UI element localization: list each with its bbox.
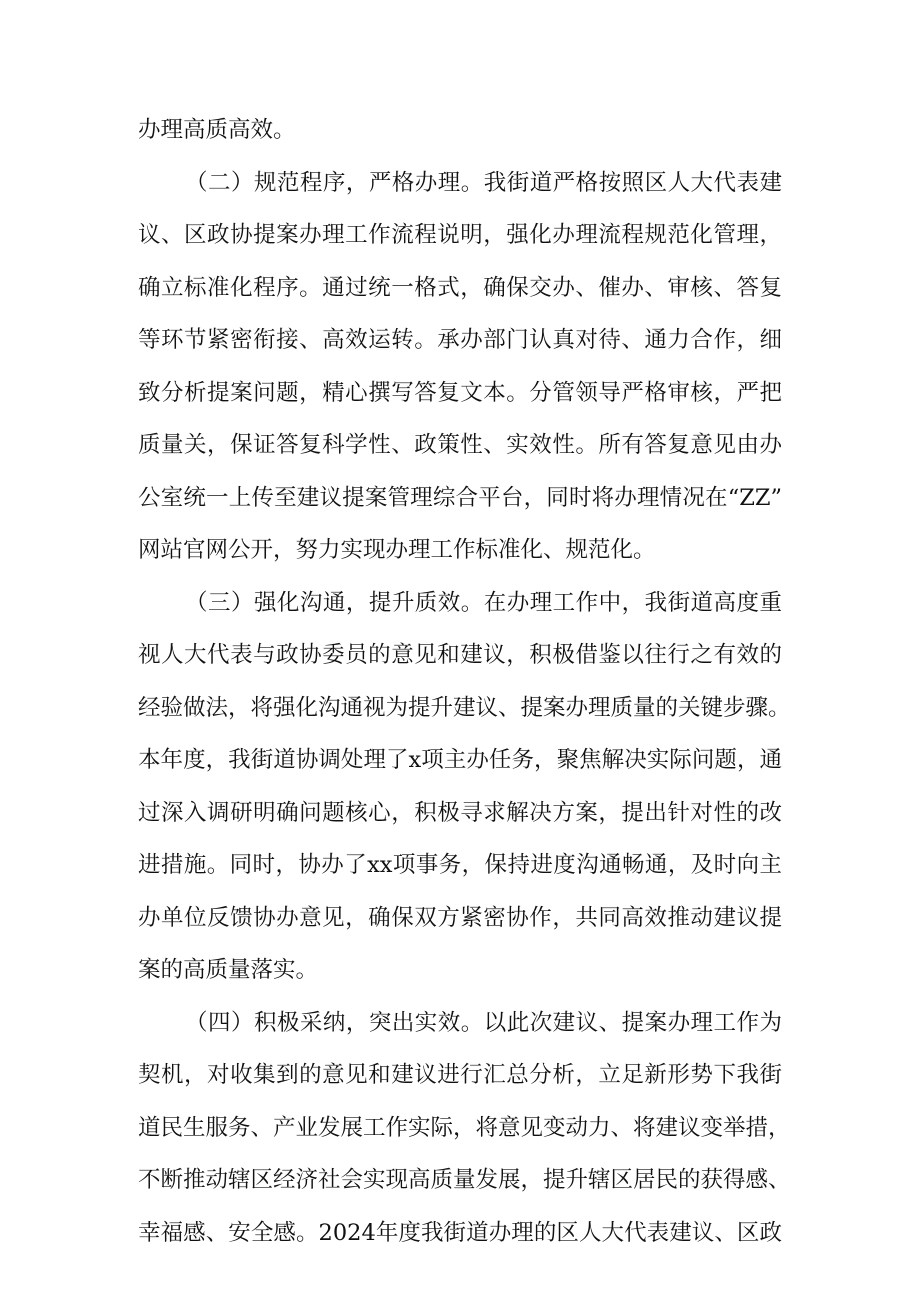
- text-line: 等环节紧密衔接、高效运转。承办部门认真对待、通力合作，细: [138, 327, 782, 353]
- text-line: 进措施。同时，协办了xx项事务，保持进度沟通畅通，及时向主: [138, 852, 782, 878]
- text-line: 过深入调研明确问题核心，积极寻求解决方案，提出针对性的改: [138, 799, 782, 826]
- text-line: 经验做法，将强化沟通视为提升建议、提案办理质量的关键步骤。: [138, 694, 791, 721]
- text-line: 致分析提案问题，精心撰写答复文本。分管领导严格审核，严把: [138, 379, 782, 406]
- text-line: 办单位反馈协办意见，确保双方紧密协作，共同高效推动建议提: [138, 904, 782, 931]
- text-line: 本年度，我街道协调处理了x项主办任务，聚焦解决实际问题，通: [138, 747, 782, 773]
- text-line: 案的高质量落实。: [138, 957, 319, 983]
- text-line: 确立标准化程序。通过统一格式，确保交办、催办、审核、答复: [138, 274, 782, 301]
- text-line: 办理高质高效。: [138, 117, 296, 143]
- text-line: 公室统一上传至建议提案管理综合平台，同时将办理情况在“ZZ”: [138, 484, 782, 511]
- text-line: 网站官网公开，努力实现办理工作标准化、规范化。: [138, 537, 656, 563]
- text-line: 视人大代表与政协委员的意见和建议，积极借鉴以往行之有效的: [138, 642, 782, 668]
- text-line: 质量关，保证答复科学性、政策性、实效性。所有答复意见由办: [138, 432, 782, 458]
- paragraph-first-line: （三）强化沟通，提升质效。在办理工作中，我街道高度重: [185, 589, 782, 616]
- text-line: 契机，对收集到的意见和建议进行汇总分析，立足新形势下我街: [138, 1062, 782, 1088]
- paragraph-first-line: （四）积极采纳，突出实效。以此次建议、提案办理工作为: [185, 1009, 782, 1036]
- text-line: 道民生服务、产业发展工作实际，将意见变动力、将建议变举措，: [138, 1114, 791, 1141]
- text-line: 幸福感、安全感。2024年度我街道办理的区人大代表建议、区政: [138, 1219, 782, 1246]
- paragraph-first-line: （二）规范程序，严格办理。我街道严格按照区人大代表建: [185, 169, 782, 196]
- text-line: 不断推动辖区经济社会实现高质量发展，提升辖区居民的获得感、: [138, 1167, 791, 1193]
- text-line: 议、区政协提案办理工作流程说明，强化办理流程规范化管理，: [138, 222, 782, 248]
